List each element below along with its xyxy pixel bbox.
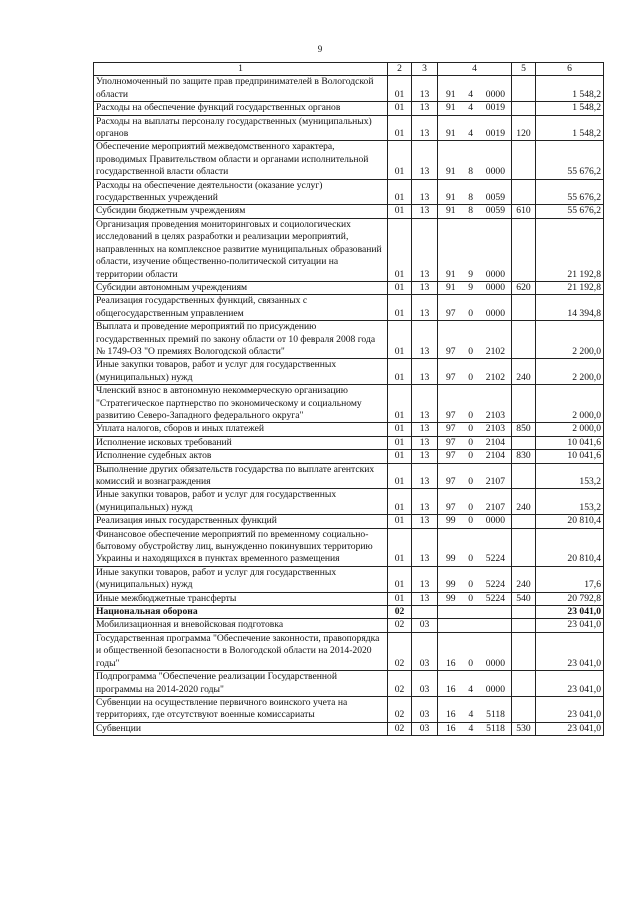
row-subsection-cell: 13 (412, 218, 438, 281)
table-row (94, 205, 604, 218)
target-code-part: 97 (446, 476, 456, 487)
row-name-cell: Расходы на обеспечение функций государственных органов (94, 102, 388, 115)
row-expense-type-cell: 610 (512, 205, 536, 218)
target-code-part: 0000 (485, 683, 505, 695)
target-code-part: 91 (446, 192, 456, 204)
row-subsection-cell: 13 (412, 205, 438, 218)
target-code-part: 8 (468, 205, 474, 217)
row-name-cell: Исполнение судебных актов (94, 450, 388, 463)
row-name-cell: Подпрограмма "Обеспечение реализации Государственной программы на 2014-2020 годы" (94, 671, 388, 697)
row-expense-type-cell (512, 436, 536, 449)
table-row (94, 566, 604, 592)
table-row (94, 696, 604, 722)
row-section-cell: 02 (388, 722, 412, 735)
row-expense-type-cell (512, 515, 536, 528)
table-row (94, 359, 604, 385)
row-target-code-cell (438, 385, 512, 423)
row-target-code-cell (438, 515, 512, 528)
row-section-cell: 01 (388, 450, 412, 463)
target-code-part: 2103 (485, 409, 505, 421)
target-code-part: 0 (468, 307, 474, 319)
row-amount-cell: 55 676,2 (536, 141, 604, 179)
row-name-cell: Членский взнос в автономную некоммерческую организацию "Стратегическое партнерство по экономическому и социальному развитию Северо-Западного федерального округа" (94, 385, 388, 423)
row-subsection-cell: 13 (412, 566, 438, 592)
row-subsection-cell: 03 (412, 696, 438, 722)
row-amount-cell: 10 041,6 (536, 450, 604, 463)
target-code-part: 2107 (485, 476, 505, 487)
table-row (94, 592, 604, 605)
target-code-part: 0000 (485, 657, 505, 669)
row-expense-type-cell (512, 321, 536, 359)
row-amount-cell: 55 676,2 (536, 179, 604, 205)
row-name-cell: Субсидии автономным учреждениям (94, 281, 388, 294)
target-code-part: 0 (468, 345, 474, 357)
row-section-cell: 02 (388, 671, 412, 697)
row-amount-cell: 1 548,2 (536, 115, 604, 141)
target-code-part: 2104 (485, 436, 505, 448)
row-section-cell: 01 (388, 592, 412, 605)
row-expense-type-cell: 540 (512, 592, 536, 605)
row-name-cell: Уплата налогов, сборов и иных платежей (94, 423, 388, 436)
row-subsection-cell: 03 (412, 619, 438, 632)
target-code-part: 2107 (485, 501, 505, 513)
row-target-code-cell (438, 218, 512, 281)
row-subsection-cell: 13 (412, 592, 438, 605)
row-expense-type-cell: 240 (512, 489, 536, 515)
row-section-cell: 01 (388, 205, 412, 218)
row-section-cell: 01 (388, 489, 412, 515)
row-target-code-cell (438, 321, 512, 359)
row-subsection-cell: 13 (412, 179, 438, 205)
row-subsection-cell: 13 (412, 385, 438, 423)
row-section-cell: 01 (388, 281, 412, 294)
target-code-part: 91 (446, 166, 456, 178)
row-section-cell: 01 (388, 436, 412, 449)
target-code-part: 0 (468, 553, 474, 565)
target-code-part: 99 (446, 553, 456, 565)
row-target-code-cell (438, 696, 512, 722)
header-col-2: 2 (388, 63, 412, 76)
row-expense-type-cell: 850 (512, 423, 536, 436)
row-target-code-cell (438, 115, 512, 141)
row-target-code-cell (438, 463, 512, 489)
row-amount-cell: 2 000,0 (536, 385, 604, 423)
row-target-code-cell (438, 423, 512, 436)
row-expense-type-cell (512, 528, 536, 566)
target-code-part: 0000 (485, 268, 505, 280)
row-section-cell: 01 (388, 102, 412, 115)
row-subsection-cell: 13 (412, 489, 438, 515)
page-number: 9 (317, 44, 323, 54)
table-row (94, 321, 604, 359)
table-row (94, 450, 604, 463)
row-amount-cell: 23 041,0 (536, 606, 604, 619)
target-code-part: 0059 (485, 192, 505, 204)
row-name-cell: Мобилизационная и вневойсковая подготовка (94, 619, 388, 632)
budget-table (93, 62, 604, 736)
header-col-6: 6 (536, 63, 604, 76)
row-amount-cell: 23 041,0 (536, 632, 604, 670)
target-code-part: 9 (468, 281, 474, 293)
header-col-1: 1 (94, 63, 388, 76)
row-target-code-cell (438, 205, 512, 218)
row-expense-type-cell: 830 (512, 450, 536, 463)
target-code-part: 91 (446, 128, 456, 140)
row-section-cell: 01 (388, 76, 412, 102)
table-row (94, 423, 604, 436)
row-amount-cell: 1 548,2 (536, 76, 604, 102)
row-name-cell: Субвенции на осуществление первичного воинского учета на территориях, где отсутствуют военные комиссариаты (94, 696, 388, 722)
row-subsection-cell: 13 (412, 115, 438, 141)
row-expense-type-cell (512, 606, 536, 619)
row-subsection-cell: 13 (412, 528, 438, 566)
row-amount-cell: 21 192,8 (536, 281, 604, 294)
row-amount-cell: 21 192,8 (536, 218, 604, 281)
row-section-cell: 01 (388, 463, 412, 489)
row-amount-cell: 20 810,4 (536, 528, 604, 566)
target-code-part: 2102 (485, 345, 505, 357)
row-name-cell: Реализация государственных функций, связанных с общегосударственным управлением (94, 295, 388, 321)
row-expense-type-cell (512, 671, 536, 697)
row-name-cell: Иные закупки товаров, работ и услуг для государственных (муниципальных) нужд (94, 566, 388, 592)
row-section-cell: 01 (388, 179, 412, 205)
row-amount-cell: 20 810,4 (536, 515, 604, 528)
row-section-cell: 01 (388, 528, 412, 566)
target-code-part: 0 (468, 592, 474, 604)
row-section-cell: 02 (388, 619, 412, 632)
row-target-code-cell (438, 592, 512, 605)
row-subsection-cell (412, 606, 438, 619)
target-code-part: 4 (468, 683, 474, 695)
row-section-cell: 02 (388, 696, 412, 722)
row-expense-type-cell (512, 102, 536, 115)
target-code-part: 8 (468, 192, 474, 204)
target-code-part: 4 (468, 102, 474, 114)
target-code-part: 5224 (485, 579, 505, 591)
row-expense-type-cell (512, 696, 536, 722)
target-code-part: 91 (446, 88, 456, 100)
target-code-part: 16 (446, 657, 456, 669)
table-row (94, 619, 604, 632)
row-section-cell: 01 (388, 423, 412, 436)
row-expense-type-cell (512, 619, 536, 632)
row-section-cell: 01 (388, 321, 412, 359)
target-code-part: 91 (446, 281, 456, 293)
target-code-part: 2102 (485, 371, 505, 383)
target-code-part: 0 (468, 476, 474, 487)
row-name-cell: Выплата и проведение мероприятий по присуждению государственных премий по закону области от 10 февраля 2008 года № 1749-ОЗ "О премиях Вологодской области" (94, 321, 388, 359)
row-section-cell: 01 (388, 295, 412, 321)
target-code-part: 0 (468, 579, 474, 591)
row-subsection-cell: 13 (412, 436, 438, 449)
target-code-part: 0000 (485, 515, 505, 527)
table-row (94, 722, 604, 735)
table-row (94, 179, 604, 205)
target-code-part: 97 (446, 371, 456, 383)
table-row (94, 528, 604, 566)
row-target-code-cell (438, 450, 512, 463)
row-subsection-cell: 13 (412, 515, 438, 528)
table-row (94, 436, 604, 449)
target-code-part: 4 (468, 88, 474, 100)
row-subsection-cell: 13 (412, 295, 438, 321)
table-row (94, 141, 604, 179)
row-target-code-cell (438, 489, 512, 515)
target-code-part: 99 (446, 515, 456, 527)
header-col-5: 5 (512, 63, 536, 76)
target-code-part: 0000 (485, 281, 505, 293)
row-amount-cell: 17,6 (536, 566, 604, 592)
row-amount-cell: 153,2 (536, 489, 604, 515)
row-expense-type-cell (512, 179, 536, 205)
target-code-part: 0059 (485, 205, 505, 217)
row-section-cell: 01 (388, 385, 412, 423)
target-code-part: 16 (446, 683, 456, 695)
row-expense-type-cell (512, 385, 536, 423)
row-amount-cell: 23 041,0 (536, 671, 604, 697)
target-code-part: 97 (446, 307, 456, 319)
row-name-cell: Уполномоченный по защите прав предпринимателей в Вологодской области (94, 76, 388, 102)
row-target-code-cell (438, 619, 512, 632)
table-row (94, 515, 604, 528)
row-name-cell: Обеспечение мероприятий межведомственного характера, проводимых Правительством области и органами исполнительной государственной власти области (94, 141, 388, 179)
table-header-row (94, 63, 604, 76)
row-amount-cell: 2 200,0 (536, 321, 604, 359)
row-expense-type-cell (512, 295, 536, 321)
row-expense-type-cell (512, 463, 536, 489)
row-section-cell: 01 (388, 515, 412, 528)
target-code-part: 9 (468, 268, 474, 280)
header-col-3: 3 (412, 63, 438, 76)
row-subsection-cell: 13 (412, 423, 438, 436)
target-code-part: 99 (446, 579, 456, 591)
table-row (94, 632, 604, 670)
row-name-cell: Расходы на выплаты персоналу государственных (муниципальных) органов (94, 115, 388, 141)
table-row (94, 385, 604, 423)
row-target-code-cell (438, 359, 512, 385)
row-expense-type-cell: 240 (512, 359, 536, 385)
row-amount-cell: 2 000,0 (536, 423, 604, 436)
target-code-part: 4 (468, 128, 474, 140)
target-code-part: 5224 (485, 592, 505, 604)
row-target-code-cell (438, 436, 512, 449)
row-target-code-cell (438, 281, 512, 294)
table-row (94, 489, 604, 515)
row-section-cell: 01 (388, 218, 412, 281)
table-row (94, 218, 604, 281)
row-subsection-cell: 13 (412, 359, 438, 385)
row-subsection-cell: 13 (412, 463, 438, 489)
row-expense-type-cell: 530 (512, 722, 536, 735)
row-expense-type-cell (512, 632, 536, 670)
row-subsection-cell: 13 (412, 76, 438, 102)
row-amount-cell: 153,2 (536, 463, 604, 489)
row-name-cell: Финансовое обеспечение мероприятий по временному социально-бытовому обустройству лиц, вынужденно покинувших территорию Украины и находящихся в пунктах временного размещения (94, 528, 388, 566)
table-row (94, 115, 604, 141)
row-expense-type-cell: 240 (512, 566, 536, 592)
target-code-part: 0 (468, 450, 474, 462)
target-code-part: 0019 (485, 102, 505, 114)
target-code-part: 5118 (486, 722, 505, 734)
table-row (94, 102, 604, 115)
target-code-part: 0 (468, 409, 474, 421)
row-section-cell: 01 (388, 566, 412, 592)
row-amount-cell: 23 041,0 (536, 619, 604, 632)
row-target-code-cell (438, 295, 512, 321)
row-expense-type-cell (512, 218, 536, 281)
row-name-cell: Иные закупки товаров, работ и услуг для государственных (муниципальных) нужд (94, 359, 388, 385)
target-code-part: 0 (468, 515, 474, 527)
target-code-part: 97 (446, 409, 456, 421)
row-target-code-cell (438, 606, 512, 619)
target-code-part: 0019 (485, 128, 505, 140)
table-row (94, 76, 604, 102)
target-code-part: 5224 (485, 553, 505, 565)
row-name-cell: Иные межбюджетные трансферты (94, 592, 388, 605)
row-section-cell: 02 (388, 606, 412, 619)
row-section-cell: 01 (388, 141, 412, 179)
target-code-part: 4 (468, 722, 474, 734)
table-body (94, 76, 604, 736)
row-subsection-cell: 03 (412, 632, 438, 670)
table-row (94, 281, 604, 294)
target-code-part: 2104 (485, 450, 505, 462)
target-code-part: 97 (446, 423, 456, 435)
target-code-part: 5118 (486, 709, 505, 721)
row-target-code-cell (438, 566, 512, 592)
target-code-part: 2103 (485, 423, 505, 435)
row-amount-cell: 55 676,2 (536, 205, 604, 218)
row-amount-cell: 23 041,0 (536, 696, 604, 722)
row-amount-cell: 14 394,8 (536, 295, 604, 321)
row-subsection-cell: 13 (412, 281, 438, 294)
row-name-cell: Реализация иных государственных функций (94, 515, 388, 528)
target-code-part: 0 (468, 501, 474, 513)
row-subsection-cell: 13 (412, 450, 438, 463)
row-section-cell: 01 (388, 359, 412, 385)
table-row (94, 606, 604, 619)
row-amount-cell: 23 041,0 (536, 722, 604, 735)
row-expense-type-cell: 620 (512, 281, 536, 294)
row-name-cell: Национальная оборона (94, 606, 388, 619)
target-code-part: 97 (446, 436, 456, 448)
row-name-cell: Иные закупки товаров, работ и услуг для государственных (муниципальных) нужд (94, 489, 388, 515)
row-name-cell: Исполнение исковых требований (94, 436, 388, 449)
table-row (94, 295, 604, 321)
target-code-part: 0 (468, 423, 474, 435)
row-name-cell: Расходы на обеспечение деятельности (оказание услуг) государственных учреждений (94, 179, 388, 205)
row-name-cell: Субсидии бюджетным учреждениям (94, 205, 388, 218)
row-amount-cell: 1 548,2 (536, 102, 604, 115)
row-name-cell: Субвенции (94, 722, 388, 735)
row-amount-cell: 10 041,6 (536, 436, 604, 449)
row-subsection-cell: 03 (412, 722, 438, 735)
row-subsection-cell: 13 (412, 141, 438, 179)
row-subsection-cell: 13 (412, 321, 438, 359)
row-target-code-cell (438, 671, 512, 697)
target-code-part: 91 (446, 205, 456, 217)
table-row (94, 671, 604, 697)
target-code-part: 97 (446, 450, 456, 462)
row-target-code-cell (438, 528, 512, 566)
target-code-part: 0000 (485, 166, 505, 178)
row-expense-type-cell: 120 (512, 115, 536, 141)
target-code-part: 0 (468, 371, 474, 383)
target-code-part: 91 (446, 102, 456, 114)
row-target-code-cell (438, 141, 512, 179)
target-code-part: 0000 (485, 307, 505, 319)
row-section-cell: 02 (388, 632, 412, 670)
target-code-part: 97 (446, 501, 456, 513)
target-code-part: 0 (468, 657, 474, 669)
row-target-code-cell (438, 179, 512, 205)
target-code-part: 4 (468, 709, 474, 721)
target-code-part: 0 (468, 436, 474, 448)
row-amount-cell: 20 792,8 (536, 592, 604, 605)
row-target-code-cell (438, 722, 512, 735)
row-target-code-cell (438, 102, 512, 115)
target-code-part: 99 (446, 592, 456, 604)
row-name-cell: Выполнение других обязательств государства по выплате агентских комиссий и вознаграждения (94, 463, 388, 489)
row-name-cell: Организация проведения мониторинговых и социологических исследований в целях разработки и реализации мероприятий, направленных на комплексное развитие муниципальных образований области, изучение общественно-политической ситуации на территории области (94, 218, 388, 281)
table-row (94, 463, 604, 489)
row-expense-type-cell (512, 76, 536, 102)
target-code-part: 8 (468, 166, 474, 178)
row-target-code-cell (438, 76, 512, 102)
row-subsection-cell: 03 (412, 671, 438, 697)
target-code-part: 16 (446, 709, 456, 721)
row-expense-type-cell (512, 141, 536, 179)
target-code-part: 16 (446, 722, 456, 734)
row-subsection-cell: 13 (412, 102, 438, 115)
target-code-part: 0000 (485, 88, 505, 100)
target-code-part: 91 (446, 268, 456, 280)
row-amount-cell: 2 200,0 (536, 359, 604, 385)
target-code-part: 97 (446, 345, 456, 357)
header-col-4: 4 (438, 63, 512, 76)
row-name-cell: Государственная программа "Обеспечение законности, правопорядка и общественной безопасности в Вологодской области на 2014-2020 годы" (94, 632, 388, 670)
row-section-cell: 01 (388, 115, 412, 141)
row-target-code-cell (438, 632, 512, 670)
